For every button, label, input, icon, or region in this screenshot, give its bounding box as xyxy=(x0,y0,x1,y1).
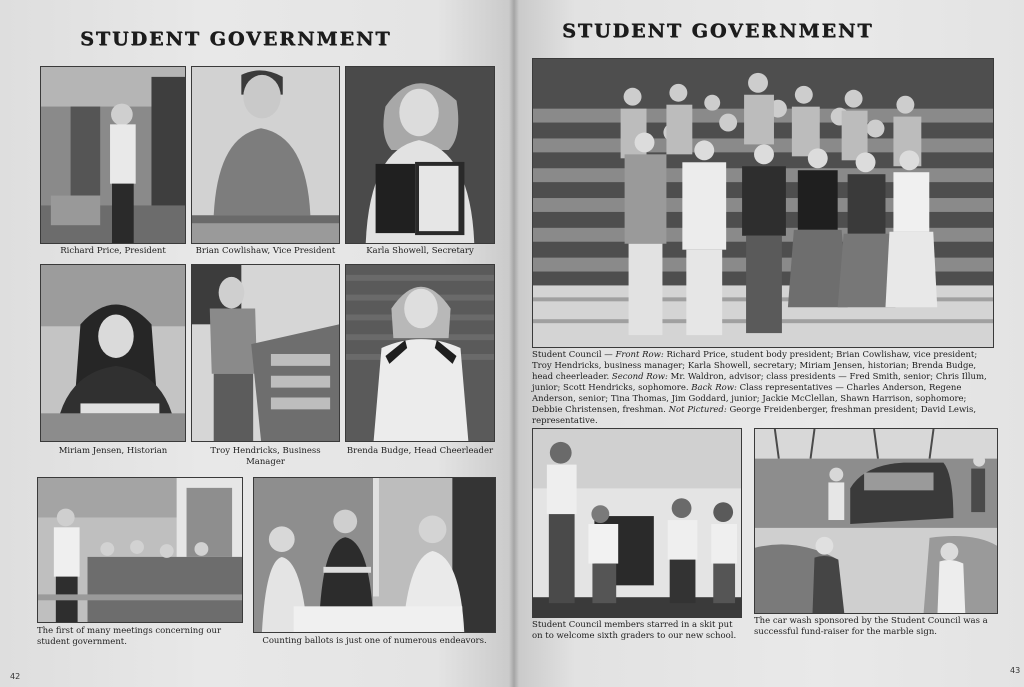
photo-brenda-budge xyxy=(345,264,495,442)
photo-first-meeting xyxy=(37,477,243,623)
caption-first-meeting: The first of many meetings concerning our student government. xyxy=(37,626,222,647)
photo-richard-price xyxy=(40,66,186,244)
council-second-row-text: Mr. Waldron, advisor; class presidents — Fred Smith, senior; Chris Illum, junior; Scott Hendricks, sophomore. xyxy=(532,372,987,393)
photo-karla-showell xyxy=(345,66,495,244)
right-page xyxy=(514,0,1024,687)
council-front-row-text: Richard Price, student body president; Brian Cowlishaw, vice president; Troy Hendricks, business manager; Karla Showell, secretary; Miriam Jensen, historian; Brenda Budge, head cheerleader. xyxy=(532,350,978,382)
caption-counting-ballots: Counting ballots is just one of numerous endeavors. xyxy=(262,636,487,646)
caption-car-wash: The car wash sponsored by the Student Council was a successful fund-raiser for the marble sign. xyxy=(754,616,988,637)
council-back-row-text: Class representatives — Charles Anderson, Regene Anderson, senior; Tina Thomas, Jim Goddard, junior; Jackie McClellan, Shawn Harrison, sophomore; Debbie Christensen, freshman. xyxy=(532,383,967,415)
council-caption-intro: Student Council — xyxy=(532,350,613,360)
caption-skit: Student Council members starred in a skit put on to welcome sixth graders to our new school. xyxy=(532,620,737,641)
council-second-row-label: Second Row: xyxy=(611,372,668,382)
photo-counting-ballots xyxy=(253,477,496,633)
photo-troy-hendricks xyxy=(191,264,340,442)
caption-troy-hendricks: Troy Hendricks, Business Manager xyxy=(210,446,321,467)
council-back-row-label: Back Row: xyxy=(691,383,737,393)
right-page-headline: STUDENT GOVERNMENT xyxy=(562,20,874,42)
page-number-left: 42 xyxy=(10,672,21,681)
caption-karla-showell: Karla Showell, Secretary xyxy=(366,246,474,256)
council-not-pictured-label: Not Pictured: xyxy=(668,405,727,415)
caption-brian-cowlishaw: Brian Cowlishaw, Vice President xyxy=(195,246,336,256)
book-gutter xyxy=(509,0,519,687)
caption-brenda-budge: Brenda Budge, Head Cheerleader xyxy=(346,446,494,456)
photo-brian-cowlishaw xyxy=(191,66,340,244)
photo-student-council-group xyxy=(532,58,994,348)
council-front-row-label: Front Row: xyxy=(615,350,664,360)
council-not-pictured-text: George Freidenberger, freshman president; David Lewis, representative. xyxy=(532,405,977,426)
photo-miriam-jensen xyxy=(40,264,186,442)
caption-miriam-jensen: Miriam Jensen, Historian xyxy=(58,446,168,456)
page-number-right: 43 xyxy=(1010,666,1021,675)
caption-richard-price: Richard Price, President xyxy=(60,246,166,256)
photo-skit xyxy=(532,428,742,618)
photo-car-wash xyxy=(754,428,998,614)
council-caption xyxy=(532,350,994,427)
left-page-headline: STUDENT GOVERNMENT xyxy=(80,28,392,50)
